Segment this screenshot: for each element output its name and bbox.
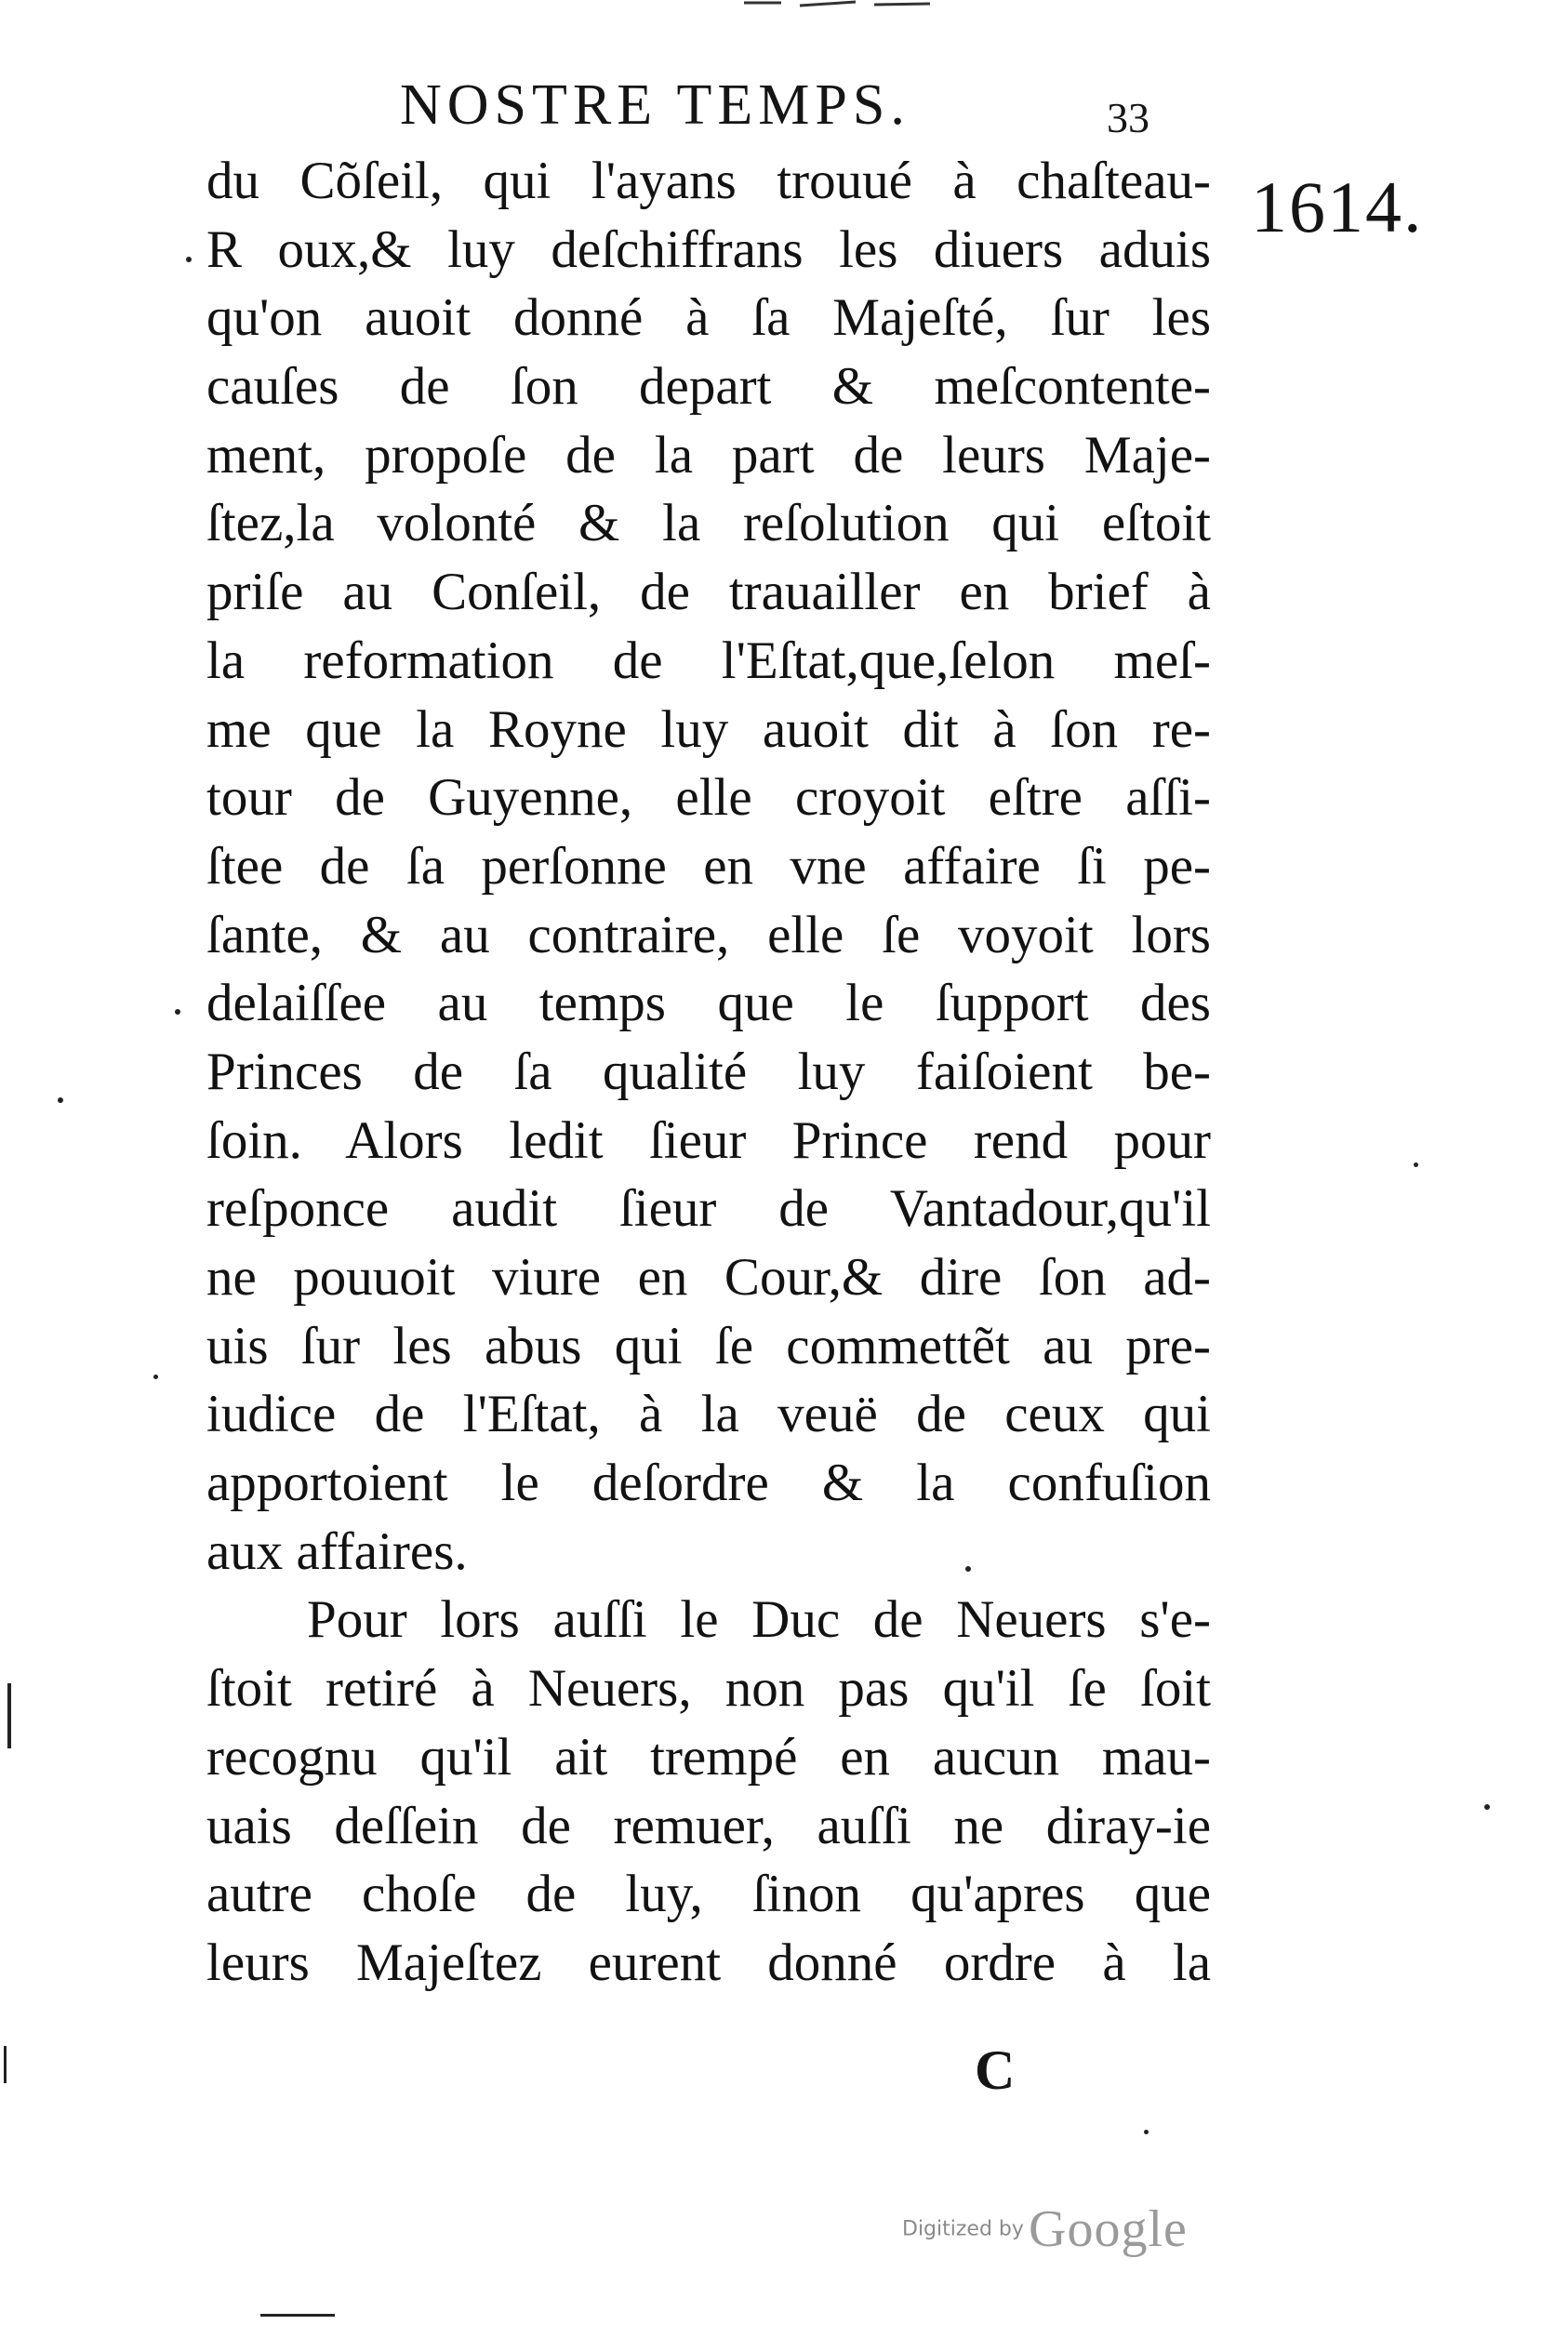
scan-speck <box>965 1566 971 1572</box>
page-number: 33 <box>1107 94 1149 141</box>
scan-speck <box>153 1375 158 1379</box>
scan-speck <box>58 1097 63 1103</box>
text-line: la reformation de l'Eſtat,que,ſelon meſ- <box>206 631 1211 690</box>
text-line: priſe au Conſeil, de trauailler en brief à <box>206 563 1211 622</box>
left-margin-mark <box>4 2046 7 2083</box>
scan-speck <box>1144 2130 1149 2134</box>
text-line: Princes de ſa qualité luy faiſoient be- <box>206 1042 1211 1101</box>
text-line: du Cõſeil, qui l'ayans trouué à chaſteau- <box>206 152 1211 210</box>
text-line: delaiſſee au temps que le ſupport des <box>206 974 1211 1033</box>
left-margin-mark <box>7 1683 11 1748</box>
text-line: recognu qu'il ait trempé en aucun mau- <box>206 1727 1211 1787</box>
text-line: autre choſe de luy, ſinon qu'apres que <box>206 1865 1211 1924</box>
text-line: leurs Majeſtez eurent donné ordre à la <box>206 1933 1211 1992</box>
text-line: apportoient le deſordre & la confuſion <box>206 1454 1211 1513</box>
margin-year-note: 1614. <box>1251 166 1424 247</box>
text-line: me que la Royne luy auoit dit à ſon re- <box>206 699 1211 759</box>
text-line: R oux,& luy deſchiffrans les diuers aduis <box>206 219 1211 279</box>
bottom-left-mark <box>260 2314 335 2317</box>
text-line: ſtee de ſa perſonne en vne affaire ſi pe- <box>206 836 1211 896</box>
text-line: ſtoit retiré à Neuers, non pas qu'il ſe ſoit <box>206 1659 1211 1719</box>
body-text <box>206 147 1211 1998</box>
text-line: ſtez,la volonté & la reſolution qui eſtoit <box>206 494 1211 553</box>
text-line: ſante, & au contraire, elle ſe voyoit lors <box>206 905 1211 964</box>
watermark-prefix: Digitized by <box>902 2217 1024 2241</box>
watermark-brand: Google <box>1029 2200 1188 2258</box>
text-line: iudice de l'Eſtat, à la veuë de ceux qui <box>206 1385 1211 1444</box>
digitization-watermark <box>902 2199 1237 2265</box>
text-line: tour de Guyenne, elle croyoit eſtre aſſi- <box>206 768 1211 828</box>
text-line: ſoin. Alors ledit ſieur Prince rend pour <box>206 1110 1211 1170</box>
scan-speck <box>1484 1804 1490 1810</box>
scan-speck <box>175 1009 180 1015</box>
catchword: C <box>975 2039 1016 2101</box>
text-line: uis ſur les abus qui ſe commettẽt au pre- <box>206 1316 1211 1375</box>
running-title: NOSTRE TEMPS. <box>400 73 910 137</box>
text-line: ne pouuoit viure en Cour,& dire ſon ad- <box>206 1248 1211 1307</box>
text-line-paragraph-end: aux affaires. <box>206 1521 468 1581</box>
text-line: qu'on auoit donné à ſa Majeſté, ſur les <box>206 288 1211 348</box>
text-line: uais deſſein de remuer, auſſi ne diray-ie <box>206 1796 1211 1855</box>
top-edge-scan-noise <box>744 0 930 13</box>
scan-speck <box>1414 1162 1418 1167</box>
text-line: reſponce audit ſieur de Vantadour,qu'il <box>206 1179 1211 1239</box>
text-line-paragraph-start: Pour lors auſſi le Duc de Neuers s'e- <box>307 1590 1211 1650</box>
scan-speck <box>186 257 192 262</box>
text-line: ment, propoſe de la part de leurs Maje- <box>206 425 1211 485</box>
text-line: cauſes de ſon depart & meſcontente- <box>206 357 1211 417</box>
